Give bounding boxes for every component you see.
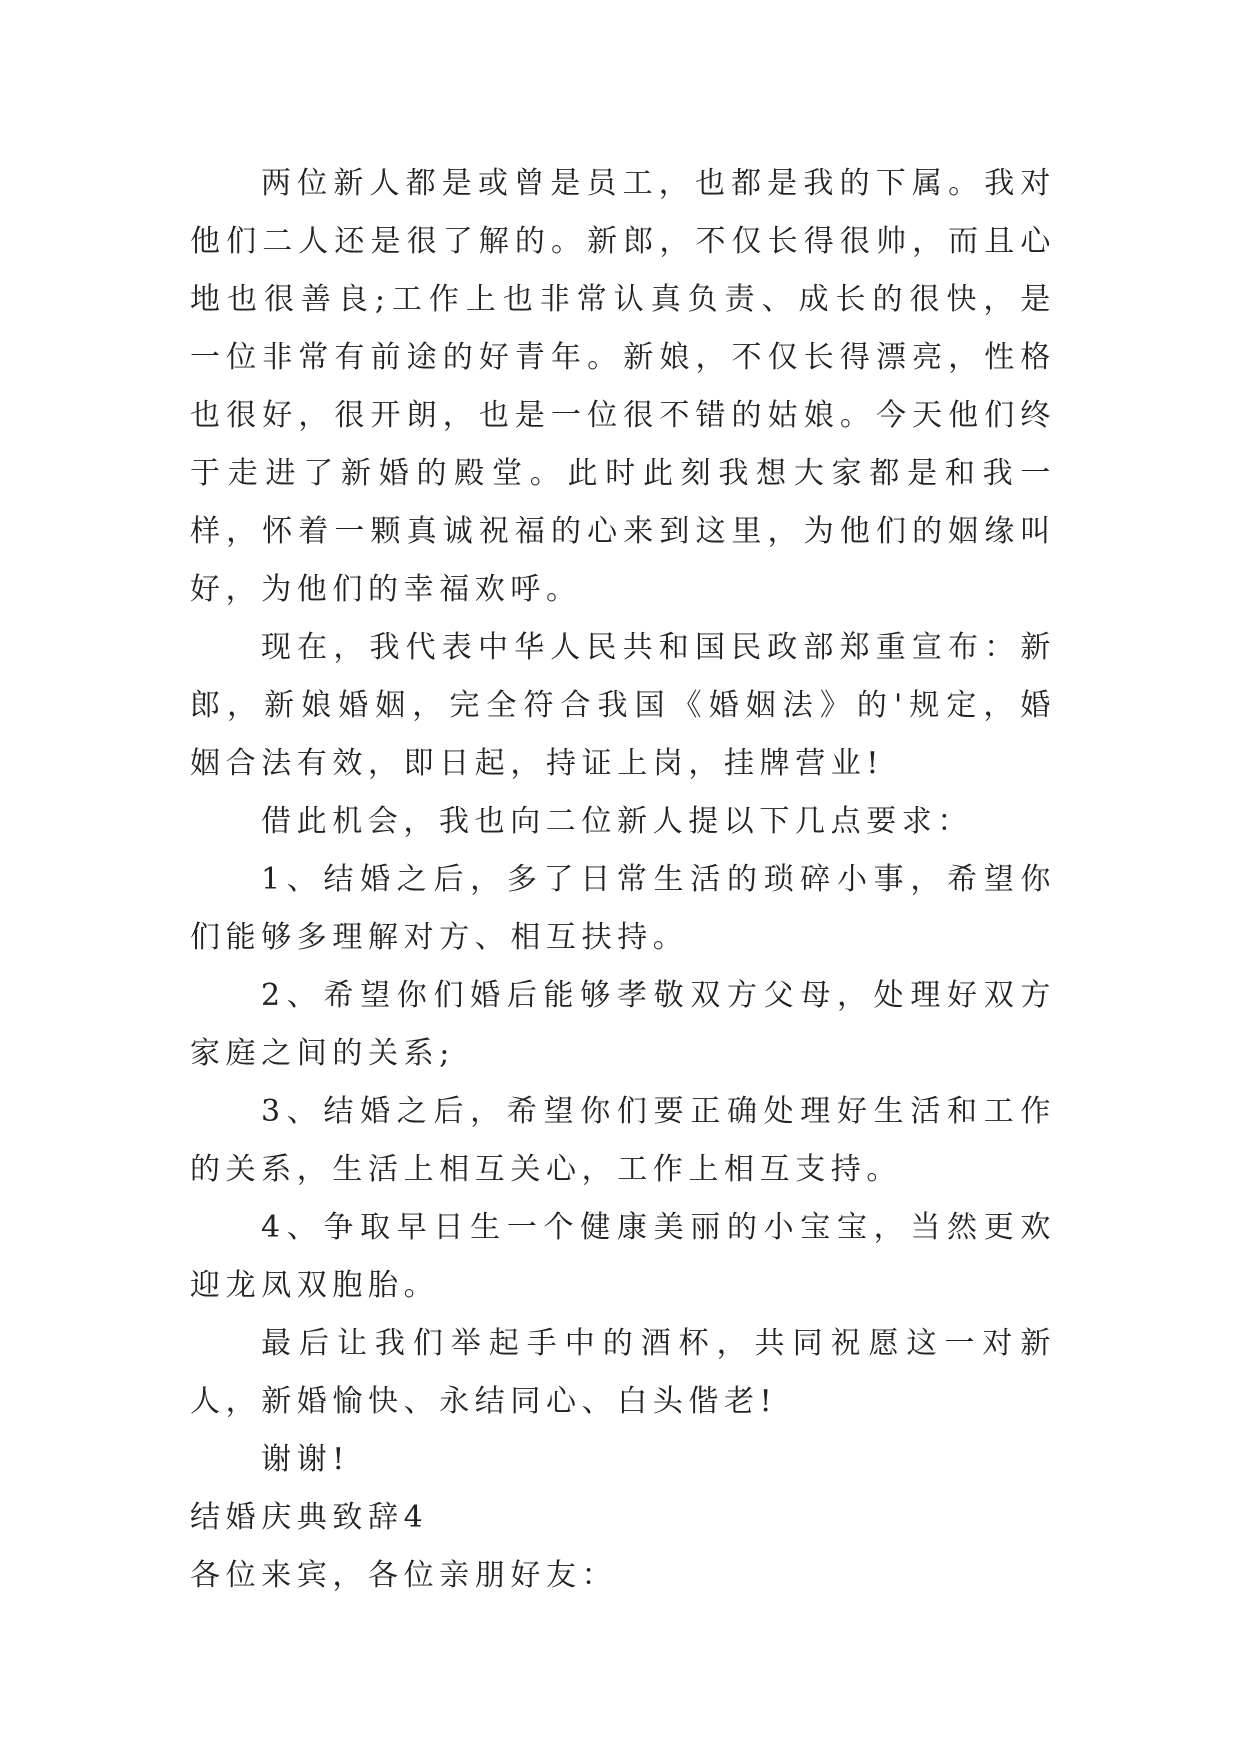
paragraph-announcement: 现在，我代表中华人民共和国民政部郑重宣布：新郎，新娘婚姻，完全符合我国《婚姻法》的'规定，婚姻合法有效，即日起，持证上岗，挂牌营业!	[190, 630, 1056, 781]
paragraph-toast: 最后让我们举起手中的酒杯，共同祝愿这一对新人，新婚愉快、永结同心、白头偕老!	[190, 1326, 1056, 1419]
section-heading: 结婚庆典致辞4	[190, 1500, 429, 1535]
paragraph-intro: 两位新人都是或曾是员工，也都是我的下属。我对他们二人还是很了解的。新郎，不仅长得很帅，而且心地也很善良;工作上也非常认真负责、成长的很快，是一位非常有前途的好青年。新娘，不仅长得漂亮，性格也很好，很开朗，也是一位很不错的姑娘。今天他们终于走进了新婚的殿堂。此时此刻我想大家都是和我一样，怀着一颗真诚祝福的心来到这里，为他们的姻缘叫好，为他们的幸福欢呼。	[190, 166, 1056, 607]
paragraph-request-4: 4、争取早日生一个健康美丽的小宝宝，当然更欢迎龙凤双胞胎。	[190, 1210, 1056, 1303]
paragraph-request-2: 2、希望你们婚后能够孝敬双方父母，处理好双方家庭之间的关系;	[190, 978, 1056, 1071]
document-body	[190, 155, 1056, 1605]
greeting-line: 各位来宾，各位亲朋好友：	[190, 1558, 618, 1593]
paragraph-thanks: 谢谢!	[261, 1442, 350, 1477]
paragraph-request-1: 1、结婚之后，多了日常生活的琐碎小事，希望你们能够多理解对方、相互扶持。	[190, 862, 1056, 955]
paragraph-requests-intro: 借此机会，我也向二位新人提以下几点要求：	[261, 804, 973, 839]
paragraph-request-3: 3、结婚之后，希望你们要正确处理好生活和工作的关系，生活上相互关心，工作上相互支持。	[190, 1094, 1056, 1187]
